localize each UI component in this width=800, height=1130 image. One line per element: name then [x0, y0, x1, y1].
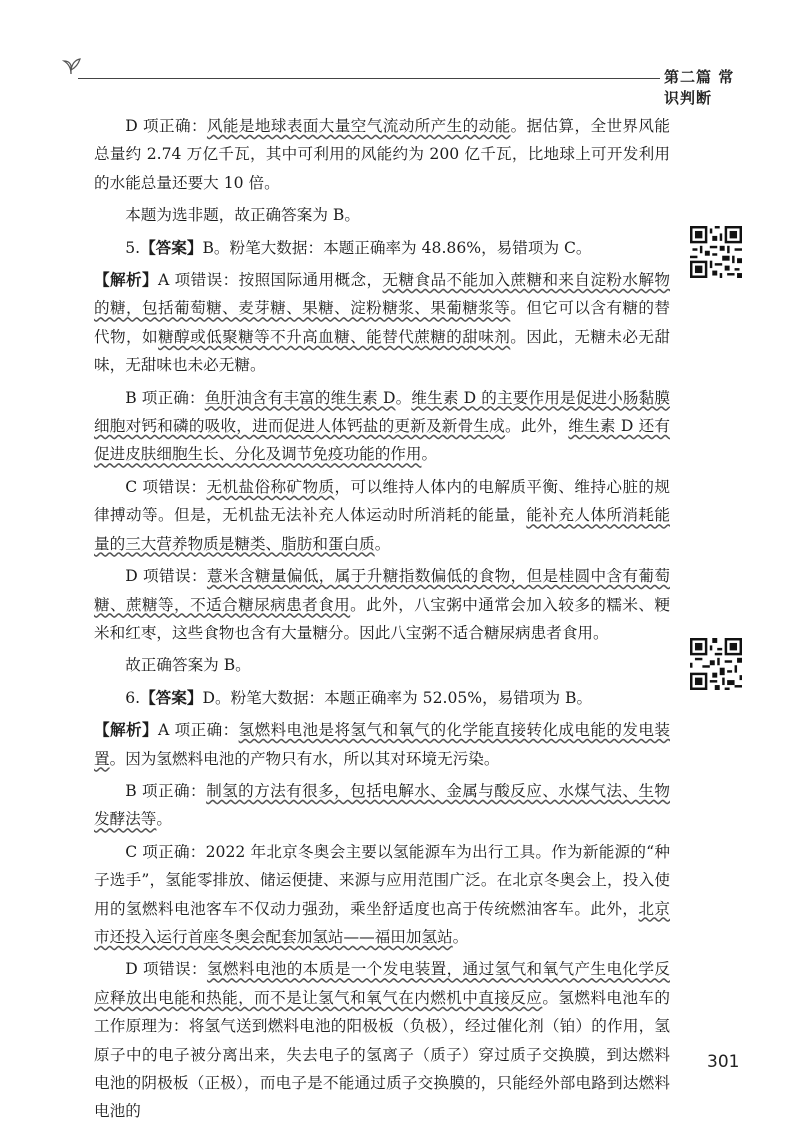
- paragraph: D 项正确：风能是地球表面大量空气流动所产生的动能。据估算，全世界风能总量约 2.74 万亿千瓦，其中可利用的风能约为 200 亿千瓦，比地球上可开发利用的水能总量还要大 10 倍。: [94, 117, 670, 192]
- paragraph: 本题为选非题，故正确答案为 B。: [125, 206, 360, 225]
- page-header: [50, 52, 750, 107]
- paragraph: D 项错误：薏米含糖量偏低，属于升糖指数偏低的食物，但是桂圆中含有葡萄糖、蔗糖等，不适合糖尿病患者食用。此外，八宝粥中通常会加入较多的糯米、粳米和红枣，这些食物也含有大量糖分。因此八宝粥不适合糖尿病患者食用。: [94, 567, 670, 642]
- question-answer: 5.【答案】B。粉笔大数据：本题正确率为 48.86%，易错项为 C。: [125, 237, 592, 257]
- paragraph: B 项正确：制氢的方法有很多，包括电解水、金属与酸反应、水煤气法、生物发酵法等。: [94, 781, 670, 829]
- page-content: [94, 112, 670, 1130]
- page-number: 301: [707, 1052, 740, 1072]
- header-rule: [78, 78, 660, 79]
- paragraph: B 项正确：鱼肝油含有丰富的维生素 D。维生素 D 的主要作用是促进小肠黏膜细胞对钙和磷的吸收，进而促进人体钙盐的更新及新骨生成。此外，维生素 D 还有促进皮肤细胞生长、分化及调节免疫功能的作用。: [94, 388, 670, 464]
- question-analysis: 【解析】A 项错误：按照国际通用概念，无糖食品不能加入蔗糖和来自淀粉水解物的糖，包括葡萄糖、麦芽糖、果糖、淀粉糖浆、果葡糖浆等。但它可以含有糖的替代物，如糖醇或低聚糖等不升高血糖、能替代蔗糖的甜味剂。因此，无糖未必无甜味，无甜味也未必无糖。: [94, 270, 670, 375]
- paragraph: C 项正确：2022 年北京冬奥会主要以氢能源车为出行工具。作为新能源的“种子选手”，氢能零排放、储运便捷、来源与应用范围广泛。在北京冬奥会上，投入使用的氢燃料电池客车不仅动力强劲，乘坐舒适度也高于传统燃油客车。此外，北京市还投入运行首座冬奥会配套加氢站——福田加氢站。: [94, 842, 670, 946]
- qr-code-icon[interactable]: [690, 638, 742, 690]
- leaf-icon: [60, 54, 82, 76]
- section-title: 第二篇 常识判断: [664, 68, 735, 107]
- question-answer: 6.【答案】D。粉笔大数据：本题正确率为 52.05%，易错项为 B。: [125, 687, 593, 707]
- paragraph: C 项错误：无机盐俗称矿物质，可以维持人体内的电解质平衡、维持心脏的规律搏动等。但是，无机盐无法补充人体运动时所消耗的能量，能补充人体所消耗能量的三大营养物质是糖类、脂肪和蛋白质。: [94, 477, 670, 553]
- qr-code-icon[interactable]: [690, 226, 742, 278]
- paragraph: 故正确答案为 B。: [125, 656, 251, 675]
- question-analysis: 【解析】A 项正确：氢燃料电池是将氢气和氧气的化学能直接转化成电能的发电装置。因为氢燃料电池的产物只有水，所以其对环境无污染。: [94, 720, 670, 768]
- paragraph: D 项错误：氢燃料电池的本质是一个发电装置，通过氢气和氧气产生电化学反应释放出电能和热能，而不是让氢气和氧气在内燃机中直接反应。氢燃料电池车的工作原理为：将氢气送到燃料电池的阳极板（负极），经过催化剂（铂）的作用，氢原子中的电子被分离出来，失去电子的氢离子（质子）穿过质子交换膜，到达燃料电池的阴极板（正极），而电子是不能通过质子交换膜的，只能经外部电路到达燃料电池的: [94, 960, 670, 1121]
